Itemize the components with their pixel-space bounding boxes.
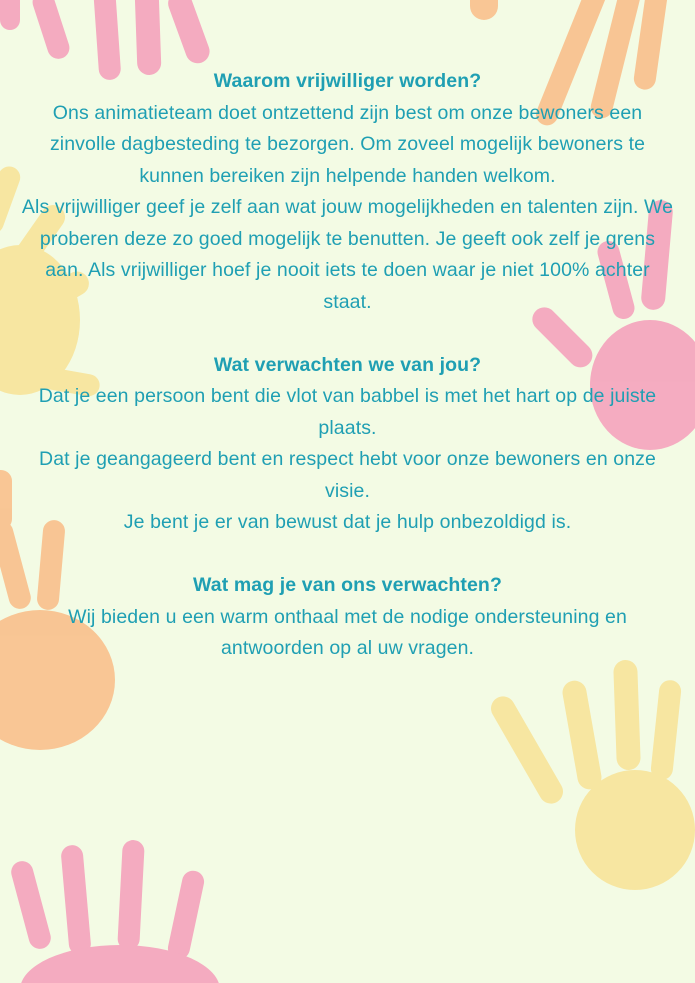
section-spacer — [20, 318, 675, 350]
section-spacer — [20, 539, 675, 571]
paragraph: Wij bieden u een warm onthaal met de nodige ondersteuning en antwoorden op al uw vragen. — [68, 605, 627, 659]
paragraph: Dat je geangageerd bent en respect hebt voor onze bewoners en onze visie. — [39, 448, 656, 502]
document-body — [20, 66, 675, 665]
section-title: Wat verwachten we van jou? — [213, 353, 482, 376]
paragraph: Als vrijwilliger geef je zelf aan wat jouw mogelijkheden en talenten zijn. We proberen deze zo goed mogelijk te benutten. Je geeft ook zelf je grens aan. Als vrijwilliger hoef je nooit iets te doen waar je niet 100% achter staat. — [21, 196, 674, 313]
section-title: Waarom vrijwilliger worden? — [213, 70, 482, 92]
hand-pink-bottom-left-icon — [9, 839, 220, 983]
paragraph: Ons animatieteam doet ontzettend zijn best om onze bewoners een zinvolle dagbesteding te bezorgen. Om zoveel mogelijk bewoners te kunnen bereiken zijn helpende handen welkom. — [49, 101, 646, 187]
paragraph: Dat je een persoon bent die vlot van babbel is met het hart op de juiste plaats. — [38, 385, 657, 439]
hand-yellow-bottom-right-icon — [487, 660, 695, 890]
section-title: Wat mag je van ons verwachten? — [193, 574, 502, 596]
paragraph: Je bent je er van bewust dat je hulp onbezoldigd is. — [123, 511, 572, 533]
